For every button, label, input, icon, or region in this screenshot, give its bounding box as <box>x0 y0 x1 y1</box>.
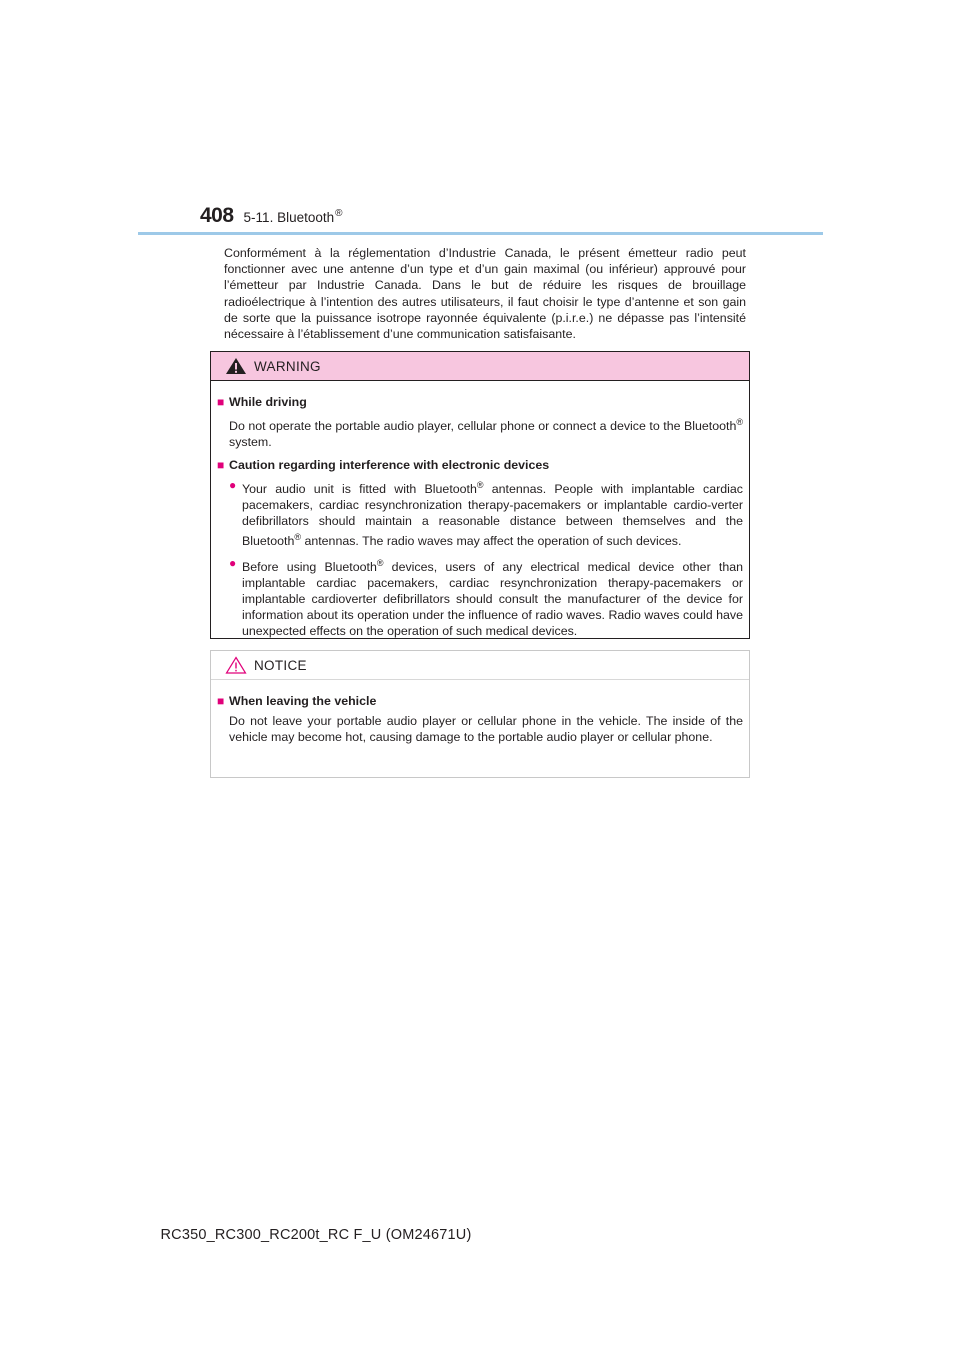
warning-body <box>211 381 749 640</box>
item-heading-text: When leaving the vehicle <box>229 694 377 708</box>
caution-triangle-icon <box>225 656 247 674</box>
warning-header <box>211 352 749 381</box>
square-bullet-icon: ■ <box>217 694 225 708</box>
square-bullet-icon: ■ <box>217 457 225 472</box>
item-text-a: Do not operate the portable audio player, cellular phone or connect a device to the Bluetooth <box>229 419 737 434</box>
notice-box <box>210 650 750 778</box>
registered-mark: ® <box>294 532 301 543</box>
bullet-text-a: Before using Bluetooth <box>242 559 377 574</box>
item-heading <box>217 693 743 709</box>
notice-header <box>211 651 749 680</box>
registered-mark: ® <box>476 479 484 490</box>
section-title <box>244 208 343 225</box>
item-text-b: system. <box>229 435 272 450</box>
bullet-text <box>242 555 743 640</box>
item-heading-text: While driving <box>229 395 307 409</box>
warning-box <box>210 351 750 639</box>
header-rule <box>138 232 823 235</box>
page-number: 408 <box>200 204 234 227</box>
bullet-text-b: devices, users of any electrical medical device other than implantable cardiac pacemakers, cardiac resynchronization therapy-pacemakers or implantable cardioverter defibrillators should consult the manufacturer of the device for information about its operation under the influence of radio waves. Radio waves could have unexpected effects on the operation of such medical devices. <box>242 559 743 639</box>
item-text <box>229 414 743 450</box>
warning-label: WARNING <box>254 358 321 374</box>
warning-triangle-icon <box>225 357 247 375</box>
notice-body <box>211 680 749 746</box>
registered-mark: ® <box>335 208 343 219</box>
footer-model-code: RC350_RC300_RC200t_RC F_U (OM24671U) <box>160 1227 472 1243</box>
registered-mark: ® <box>376 557 384 568</box>
item-text: Do not leave your portable audio player or cellular phone in the vehicle. The inside of the vehicle may become hot, causing damage to the portable audio player or cellular phone. <box>229 714 743 745</box>
intro-paragraph: Conformément à la réglementation d’Industrie Canada, le présent émetteur radio peut fonctionner avec une antenne d’un type et d’un gain maximal (ou inférieur) approuvé pour l’émetteur par Industrie Canada. Dans le but de réduire les risques de brouillage radioélectrique à l’intention des autres utilisateurs, il faut choisir le type d’antenne et son gain de sorte que la puissance isotrope rayonnée équivalente (p.i.r.e.) ne dépasse pas l’intensité nécessaire à l’établissement d’une communication satisfaisante. <box>224 246 746 342</box>
warning-item-driving <box>217 394 743 451</box>
notice-label: NOTICE <box>254 657 307 673</box>
circle-bullet-icon: ● <box>229 555 237 570</box>
item-heading <box>217 394 743 410</box>
page-header <box>200 204 343 228</box>
item-heading <box>217 457 743 473</box>
bullet-text <box>242 477 743 550</box>
list-item <box>229 477 743 550</box>
notice-item-leaving <box>217 693 743 746</box>
circle-bullet-icon: ● <box>229 477 237 492</box>
registered-mark: ® <box>736 417 743 428</box>
warning-item-interference <box>217 457 743 640</box>
bullet-text-a: Your audio unit is fitted with Bluetooth <box>242 481 477 496</box>
list-item <box>229 555 743 640</box>
bullet-text-c: antennas. The radio waves may affect the operation of such devices. <box>301 534 682 549</box>
bullet-text-b: antennas. People with implantable cardiac pacemakers, cardiac resynchronization therapy-pacemakers or implantable cardio-verter defibrillators should maintain a reasonable distance between themselves and the Bluetooth <box>242 481 743 549</box>
item-heading-text: Caution regarding interference with electronic devices <box>229 457 550 472</box>
section-title-text: 5-11. Bluetooth <box>243 210 335 225</box>
square-bullet-icon: ■ <box>217 395 225 409</box>
